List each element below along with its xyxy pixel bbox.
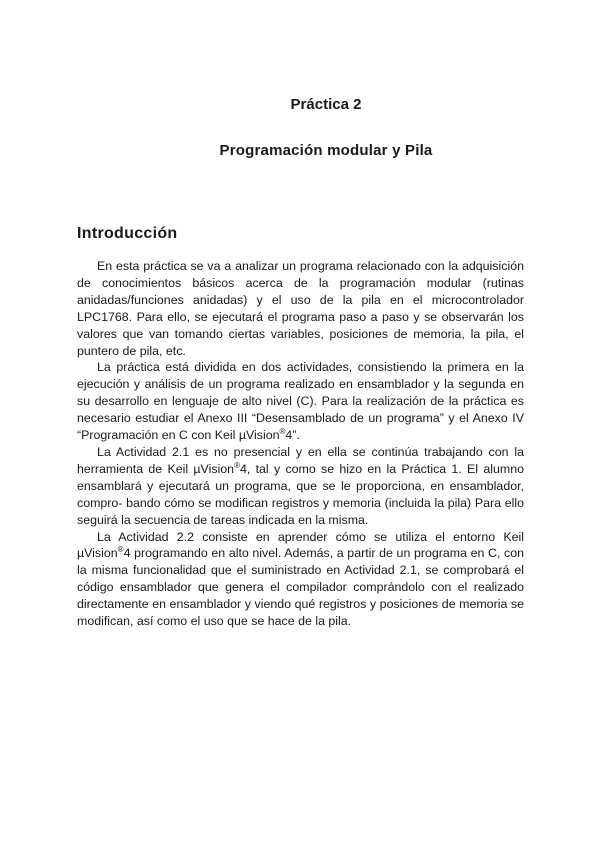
chapter-label: Práctica 2 <box>290 96 362 113</box>
paragraph-3-text-a: La Actividad 2.1 es no presencial y en ella se continúa trabajando con la herramienta de Keil µVision <box>77 444 524 476</box>
registered-mark: ® <box>279 426 286 436</box>
paragraph-3 <box>77 444 524 529</box>
paragraph-2 <box>77 359 524 444</box>
paragraph-1 <box>77 258 524 359</box>
paragraph-1-text: En esta práctica se va a analizar un programa relacionado con la adquisición de conocimientos básicos acerca de la programación modular (rutinas anidadas/funciones anidadas) y el uso de la pila en el microcontrolador LPC1768. Para ello, se ejecutará el programa paso a paso y se observarán los valores que van tomando ciertas variables, posiciones de memoria, la pila, el puntero de pila, etc. <box>77 259 524 358</box>
paragraph-4-text-b: 4 programando en alto nivel. Además, a partir de un programa en C, con la misma funcionalidad que el suministrado en Actividad 2.1, se comprobará el código ensamblador que genera el compilador comprándolo con el realizado directamente en ensamblador y viendo qué registros y posiciones de memoria se modifican, así como el uso que se hace de la pila. <box>77 546 524 629</box>
paragraph-4-text-a: La Actividad 2.2 consiste en aprender cómo se utiliza el entorno Keil µVision <box>77 529 524 561</box>
paragraph-3-text-b: 4, tal y como se hizo en la Práctica 1. El alumno ensamblará y ejecutará un programa, que se le proporciona, en ensamblador, compro- bando cómo se modifican registros y memoria (incluida la pila) Para ello seguirá la secuencia de tareas indicada en la misma. <box>77 461 524 527</box>
paragraph-4 <box>77 529 524 630</box>
registered-mark: ® <box>234 460 240 470</box>
registered-mark: ® <box>117 545 124 555</box>
section-heading: Introducción <box>77 225 178 242</box>
paragraph-2-text-a: La práctica está dividida en dos actividades, consistiendo la primera en la ejecución y análisis de un programa realizado en ensamblador y la segunda en su desarrollo en lenguaje de alto nivel (C). Para la realización de la práctica es necesario estudiar el Anexo III “Desensamblado de un programa” y el Anexo IV “Programación en C con Keil µVision <box>77 360 524 443</box>
chapter-title: Programación modular y Pila <box>219 142 433 159</box>
paragraph-2-text-b: 4”. <box>285 428 300 443</box>
body-text <box>77 258 524 630</box>
